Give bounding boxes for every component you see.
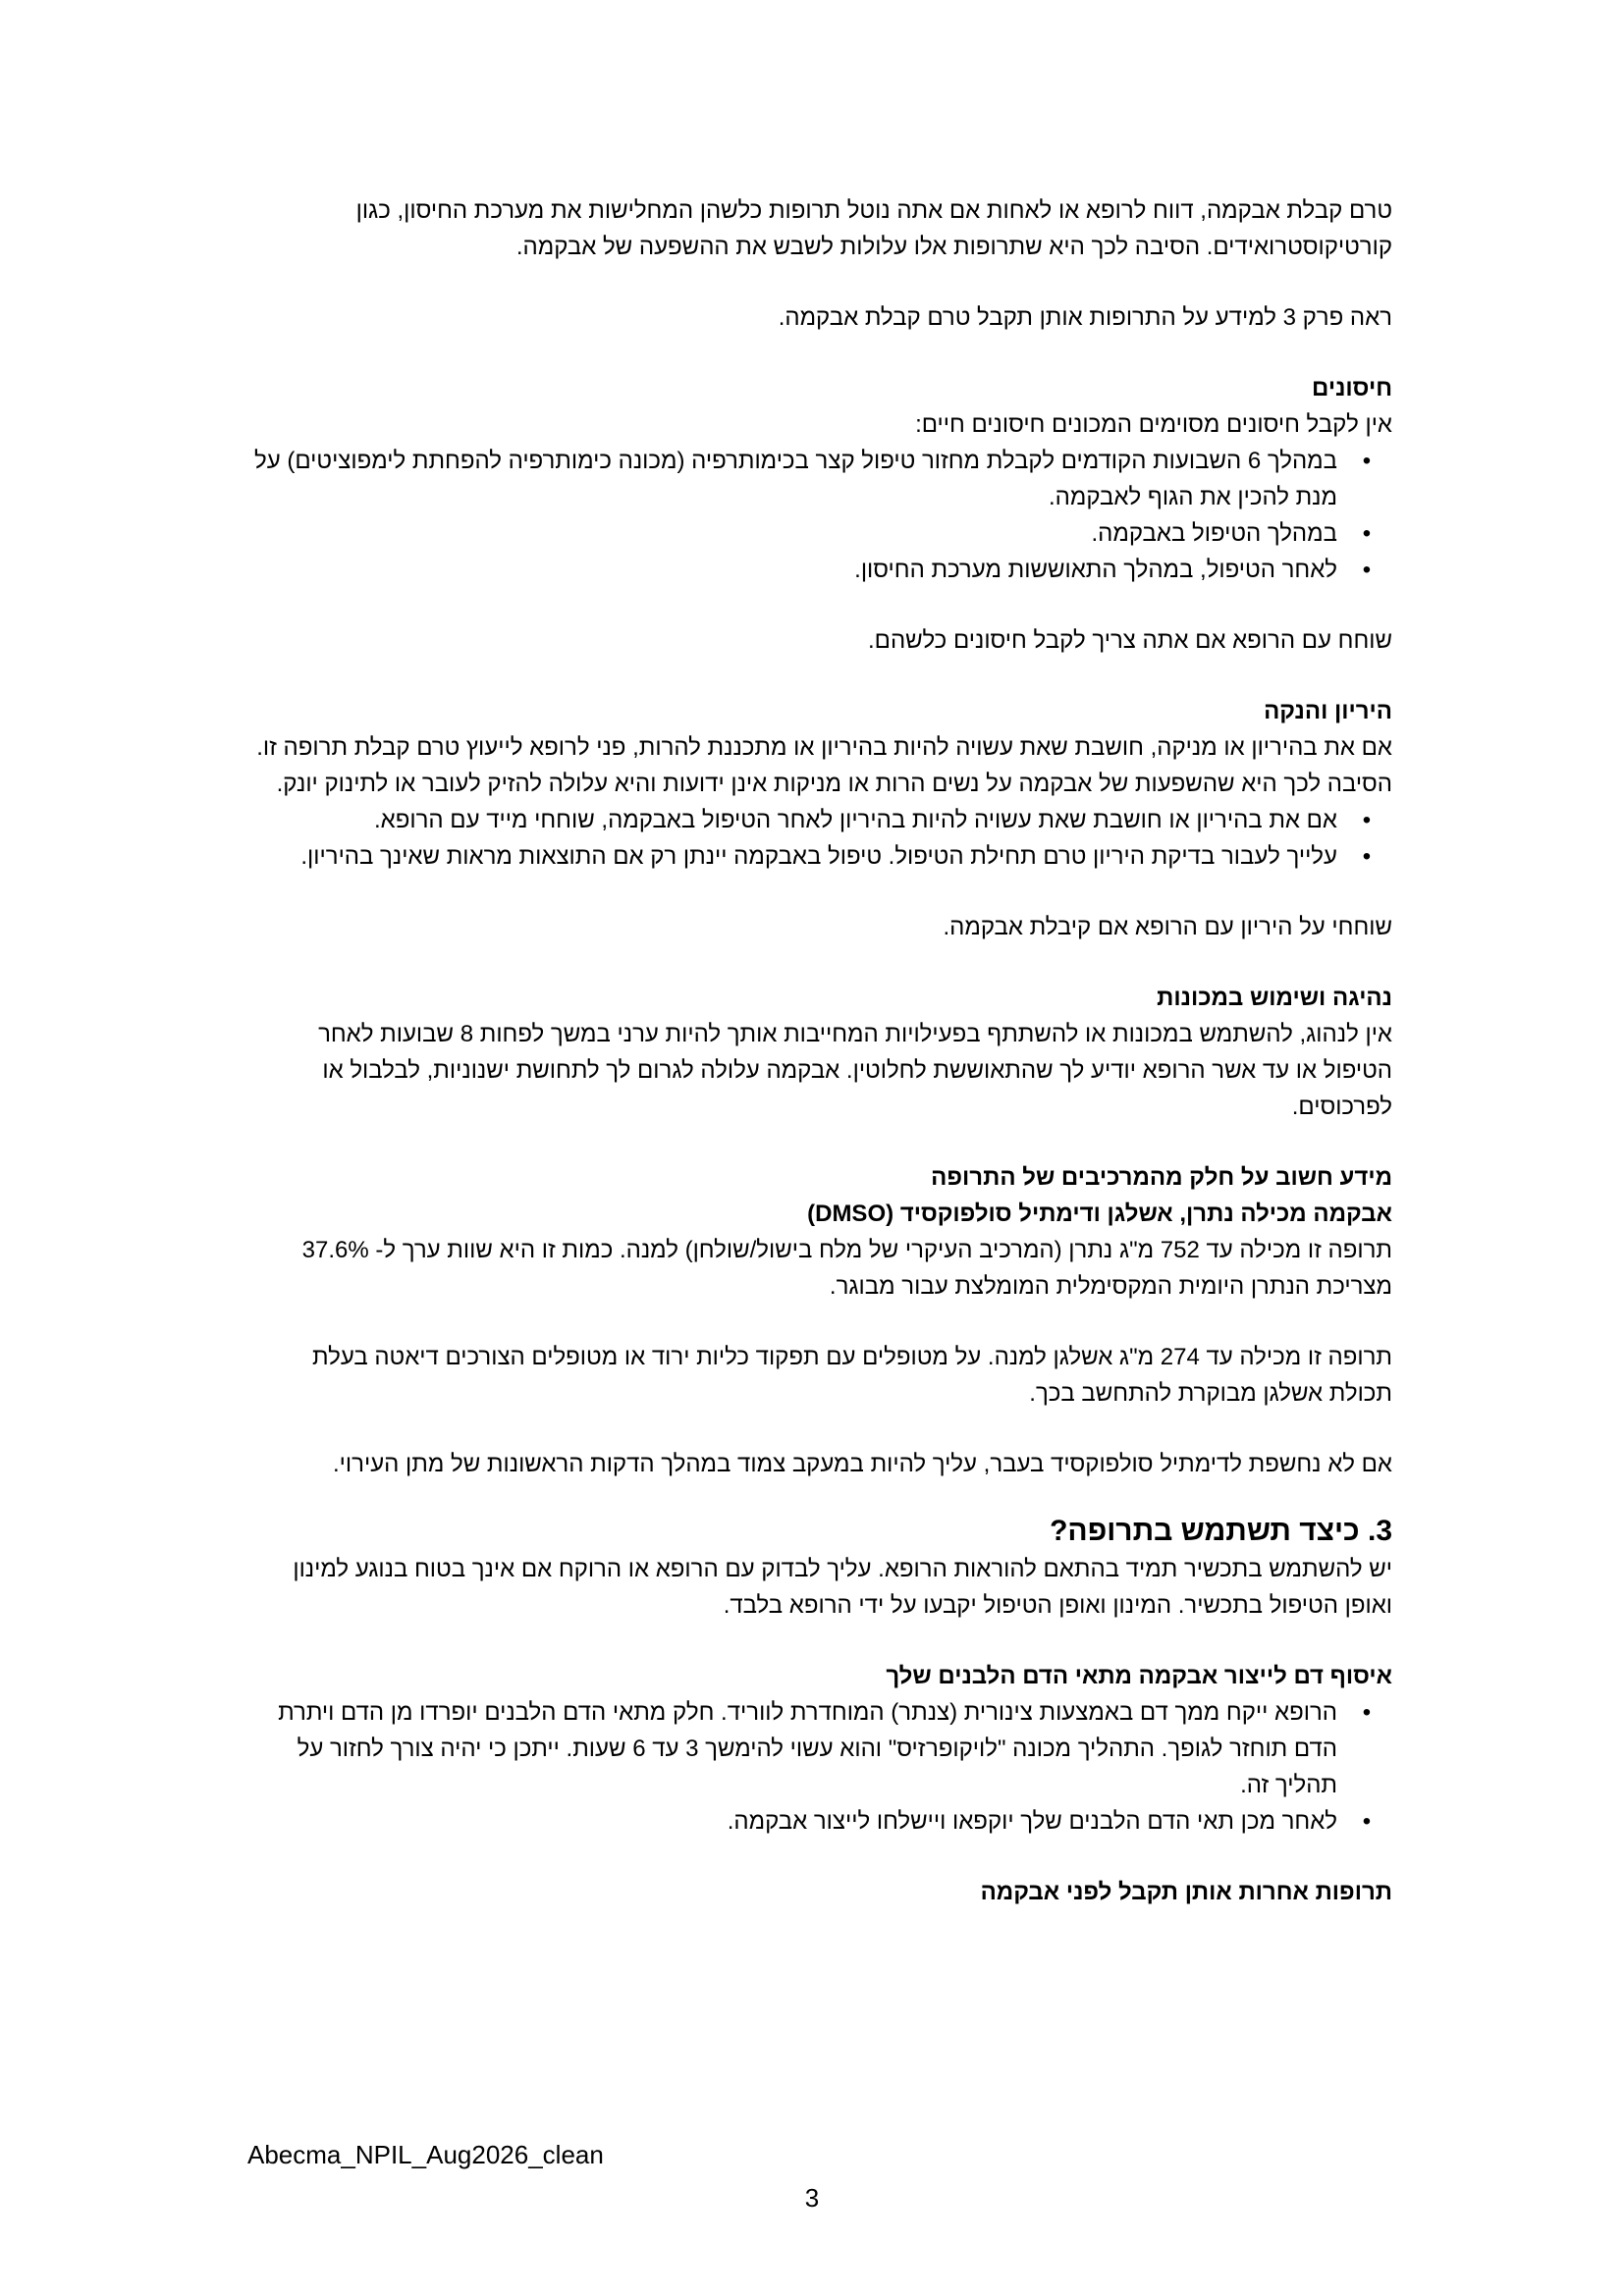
bullet-icon: • <box>1362 1808 1372 1835</box>
collection-heading: איסוף דם לייצור אבקמה מתאי הדם הלבנים שלך <box>886 1663 1392 1689</box>
ingredients-heading: מידע חשוב על חלק מהמרכיבים של התרופה <box>931 1164 1392 1191</box>
list-item: • הרופא ייקח ממך דם באמצעות צינורית (צנתר) המוחדרת לווריד. חלק מתאי הדם הלבנים יופרדו מן הדם ויתרת הדם תוחזר לגופך. התהליך מכונה "לויקופרזיס" והוא עשוי להימשך 3 עד 6 שעות. ייתכן כי יהיה צורך לחזור על תהליך זה. <box>253 1694 1392 1803</box>
page-number: 3 <box>804 2183 820 2213</box>
pregnancy-heading: היריון והנקה <box>1264 698 1392 724</box>
list-item: • לאחר הטיפול, במהלך התאוששות מערכת החיסון. <box>253 552 1392 588</box>
vaccines-list <box>253 443 1392 588</box>
sodium-paragraph: תרופה זו מכילה עד 752 מ"ג נתרן (המרכיב העיקרי של מלח בישול/שולחן) למנה. כמות זו היא שוות ערך ל- 37.6% מצריכת הנתרן היומית המקסימלית המומלצת עבור מבוגר. <box>301 1237 1392 1300</box>
collection-list <box>253 1694 1392 1840</box>
intro-paragraph: טרם קבלת אבקמה, דווח לרופא או לאחות אם אתה נוטל תרופות כלשהן המחלישות את מערכת החיסון, כגון קורטיקוסטרואידים. הסיבה לכך היא שתרופות אלו עלולות לשבש את ההשפעה של אבקמה. <box>355 197 1392 260</box>
list-item: • במהלך 6 השבועות הקודמים לקבלת מחזור טיפול קצר בכימותרפיה (מכונה כימותרפיה להפחתת לימפוציטים) על מנת להכין את הגוף לאבקמה. <box>253 443 1392 515</box>
driving-text: אין לנהוג, להשתמש במכונות או להשתתף בפעילויות המחייבות אותך להיות ערני במשך לפחות 8 שבועות לאחר הטיפול או עד אשר הרופא יודיע לך שהתאוששת לחלוטין. אבקמה עלולה לגרום לך לתחושת ישנוניות, לבלבול או לפרכוסים. <box>318 1021 1392 1120</box>
bullet-icon: • <box>1362 807 1372 833</box>
list-item: • אם את בהיריון או חושבת שאת עשויה להיות בהיריון לאחר הטיפול באבקמה, שוחחי מייד עם הרופא. <box>253 802 1392 838</box>
dmso-paragraph: אם לא נחשפת לדימתיל סולפוקסיד בעבר, עליך להיות במעקב צמוד במהלך הדקות הראשונות של מתן העירוי. <box>333 1451 1392 1477</box>
ingredients-subheading: אבקמה מכילה נתרן, אשלגן ודימתיל סולפוקסיד (DMSO) <box>807 1201 1392 1227</box>
pregnancy-list <box>253 802 1392 875</box>
vaccines-intro: אין לקבל חיסונים מסוימים המכונים חיסונים חיים: <box>915 411 1392 438</box>
pregnancy-intro: אם את בהיריון או מניקה, חושבת שאת עשויה להיות בהיריון או מתכננת להרות, פני לרופא לייעוץ טרם קבלת תרופה זו. הסיבה לכך היא שהשפעות של אבקמה על נשים הרות או מניקות אינן ידועות והיא עלולה להזיק לעובר או לתינוק יונק. <box>256 734 1392 797</box>
footer-filename: Abecma_NPIL_Aug2026_clean <box>247 2140 604 2169</box>
list-item: • עלייך לעבור בדיקת היריון טרם תחילת הטיפול. טיפול באבקמה יינתן רק אם התוצאות מראות שאינך בהיריון. <box>253 838 1392 875</box>
bullet-icon: • <box>1362 448 1372 474</box>
pregnancy-outro: שוחחי על היריון עם הרופא אם קיבלת אבקמה. <box>943 914 1392 940</box>
vaccines-outro: שוחח עם הרופא אם אתה צריך לקבל חיסונים כלשהם. <box>868 627 1392 654</box>
usage-heading: 3. כיצד תשתמש בתרופה? <box>1050 1515 1392 1547</box>
list-item: • במהלך הטיפול באבקמה. <box>253 515 1392 552</box>
chapter-reference: ראה פרק 3 למידע על התרופות אותן תקבל טרם קבלת אבקמה. <box>778 304 1392 331</box>
bullet-icon: • <box>1362 520 1372 547</box>
list-item: • לאחר מכן תאי הדם הלבנים שלך יוקפאו ויישלחו לייצור אבקמה. <box>253 1803 1392 1840</box>
potassium-paragraph: תרופה זו מכילה עד 274 מ"ג אשלגן למנה. על מטופלים עם תפקוד כליות ירוד או מטופלים הצורכים דיאטה בעלת תכולת אשלגן מבוקרת להתחשב בכך. <box>312 1344 1392 1407</box>
bullet-icon: • <box>1362 557 1372 583</box>
document-body <box>253 192 1392 1910</box>
bullet-icon: • <box>1362 843 1372 870</box>
other-meds-heading: תרופות אחרות אותן תקבל לפני אבקמה <box>980 1879 1392 1905</box>
driving-heading: נהיגה ושימוש במכונות <box>1157 985 1392 1011</box>
usage-text: יש להשתמש בתכשיר תמיד בהתאם להוראות הרופא. עליך לבדוק עם הרופא או הרוקח אם אינך בטוח בנוגע למינון ואופן הטיפול בתכשיר. המינון ואופן הטיפול יקבעו על ידי הרופא בלבד. <box>293 1556 1392 1619</box>
vaccines-heading: חיסונים <box>1312 375 1392 401</box>
bullet-icon: • <box>1362 1699 1372 1726</box>
